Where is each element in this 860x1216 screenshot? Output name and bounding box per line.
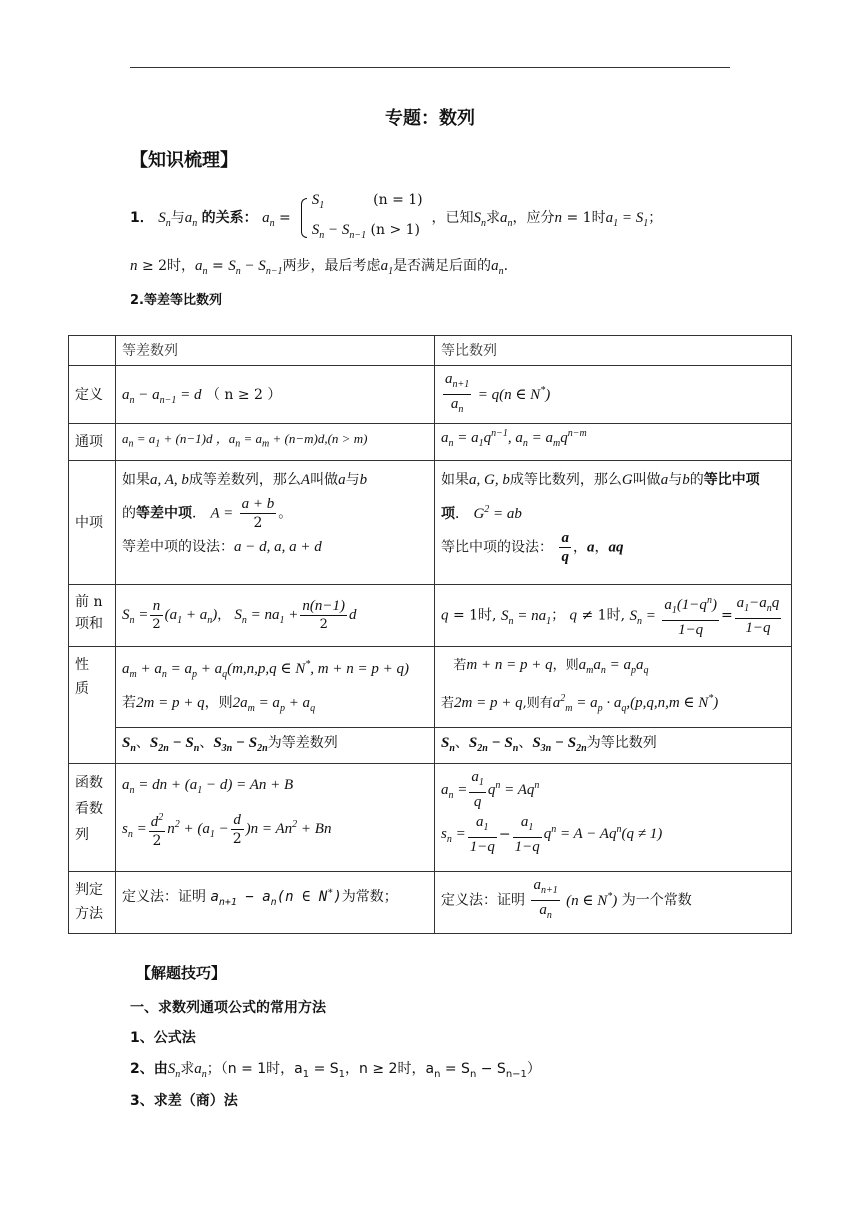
sequence-table (68, 335, 792, 934)
method-1: 1、公式法 (130, 1030, 196, 1046)
table-row-property-1: 性 质 $a_m + a_n = a_p + a_q(m,n,p,q$ ∈ N*, m + n = p + q) 若2m = p + q，则$2a_m = a_p + a_q$ 若m + n = p + q，则$a_ma_n = a_pa_q$ 若2m = p + q,则有$a^2_m = a_p \cdot a_q,(p,q,n,m$ ∈ N*) (69, 647, 792, 728)
knowledge-heading: 【知识梳理】 (130, 150, 238, 171)
item1-line2: n ≥ 2时，$a_n = S_n - S_{n-1}$两步，最后考虑$a_1$是否满足后面的$a_n$. (130, 258, 509, 277)
col-geom: 等比数列 (435, 336, 792, 366)
case-list: $S_1$ (n = 1) $S_n - S_{n-1}$ (n > 1) (311, 192, 423, 241)
item2-heading: 2.等差等比数列 (130, 293, 222, 308)
header-rule (130, 67, 730, 68)
table-row-function: 函数 看数 列 $a_n$ = dn + $(a_1 - d) = An + B$ $s_n$ = $\frac{d^2}{2}$ $n^2 + (a_1$ − $\frac{d}{2}$ )$n = An^2 + Bn$ $a_n$ = $\frac{a_1}{q}$ $q^n = Aq^n$ $s_n$ = $\frac{a_1}{1-q}$ − $\frac{a_1}{1-q}$ $q^n = A - Aq^n(q \ne 1)$ (69, 764, 792, 872)
method-2: 2、由$S_n$求$a_n$；（n = 1时，$a_1 = S_1$，n ≥ 2时，$a_n = S_n - S_{n-1}$） (130, 1061, 541, 1080)
method-3: 3、求差（商）法 (130, 1093, 238, 1109)
section-1-heading: 一、求数列通项公式的常用方法 (130, 1000, 326, 1016)
tips-heading: 【解题技巧】 (136, 964, 227, 982)
table-header-row (69, 336, 792, 366)
table-row-middle-term: 中项 如果a, A, b成等差数列，那么A叫做a与b 的等差中项． A = $\frac{a + b}{2}$ 。 等差中项的设法：a − d, a, a + d 如果a, G, b成等比数列，那么G叫做a与b的等比中项 项． $G^2$ = ab 等比中项的设法： $\frac{a}{q}$ ，a，aq (69, 461, 792, 585)
col-arith: 等差数列 (116, 336, 435, 366)
table-row-sum: 前 n 项和 $S_n$ = $\frac{n}{2}$ $(a_1 + a_n)$， $S_n = na_1$ + $\frac{n(n-1)}{2}$ d q = 1时, $S_n = na_1$； q ≠ 1时, $S_n$ = $\frac{a_1(1-q^n)}{1-q}$ = $\frac{a_1-a_nq}{1-q}$ (69, 585, 792, 647)
table-row-general-term: 通项 $a_n = a_1 + (n-1)d$ ，$a_n = a_m + (n-m)d,(n > m)$ $a_n = a_1q^{n-1}$, $a_n = a_mq^{n-m}$ (69, 424, 792, 461)
case-brace (295, 196, 307, 240)
item1-line1: 1． $S_n$与$a_n$ 的关系： $a_n = S_1$ (n = 1) $S_n - S_{n-1}$ (n > 1) ，已知$S_n$求$a_n$，应分n = 1时$a_1 = S_1$； (130, 188, 662, 248)
page-title: 专题：数列 (385, 108, 475, 129)
table-row-judge: 判定 方法 定义法：证明 $a_{n+1} - a_n(n$ ∈ N*)为常数； 定义法：证明 $\frac{a_{n+1}}{a_n}$ (n ∈ N*) 为一个常数 (69, 872, 792, 934)
table-row-property-2: $S_n$、$S_{2n} - S_n$、$S_{3n} - S_{2n}$为等差数列 $S_n$、$S_{2n} - S_n$、$S_{3n} - S_{2n}$为等比数列 (69, 728, 792, 764)
table-row-definition: 定义 $a_n - a_{n-1} = d$ （ n ≥ 2 ） $\frac{a_{n+1}}{a_n}$ = q(n ∈ N*) (69, 366, 792, 424)
